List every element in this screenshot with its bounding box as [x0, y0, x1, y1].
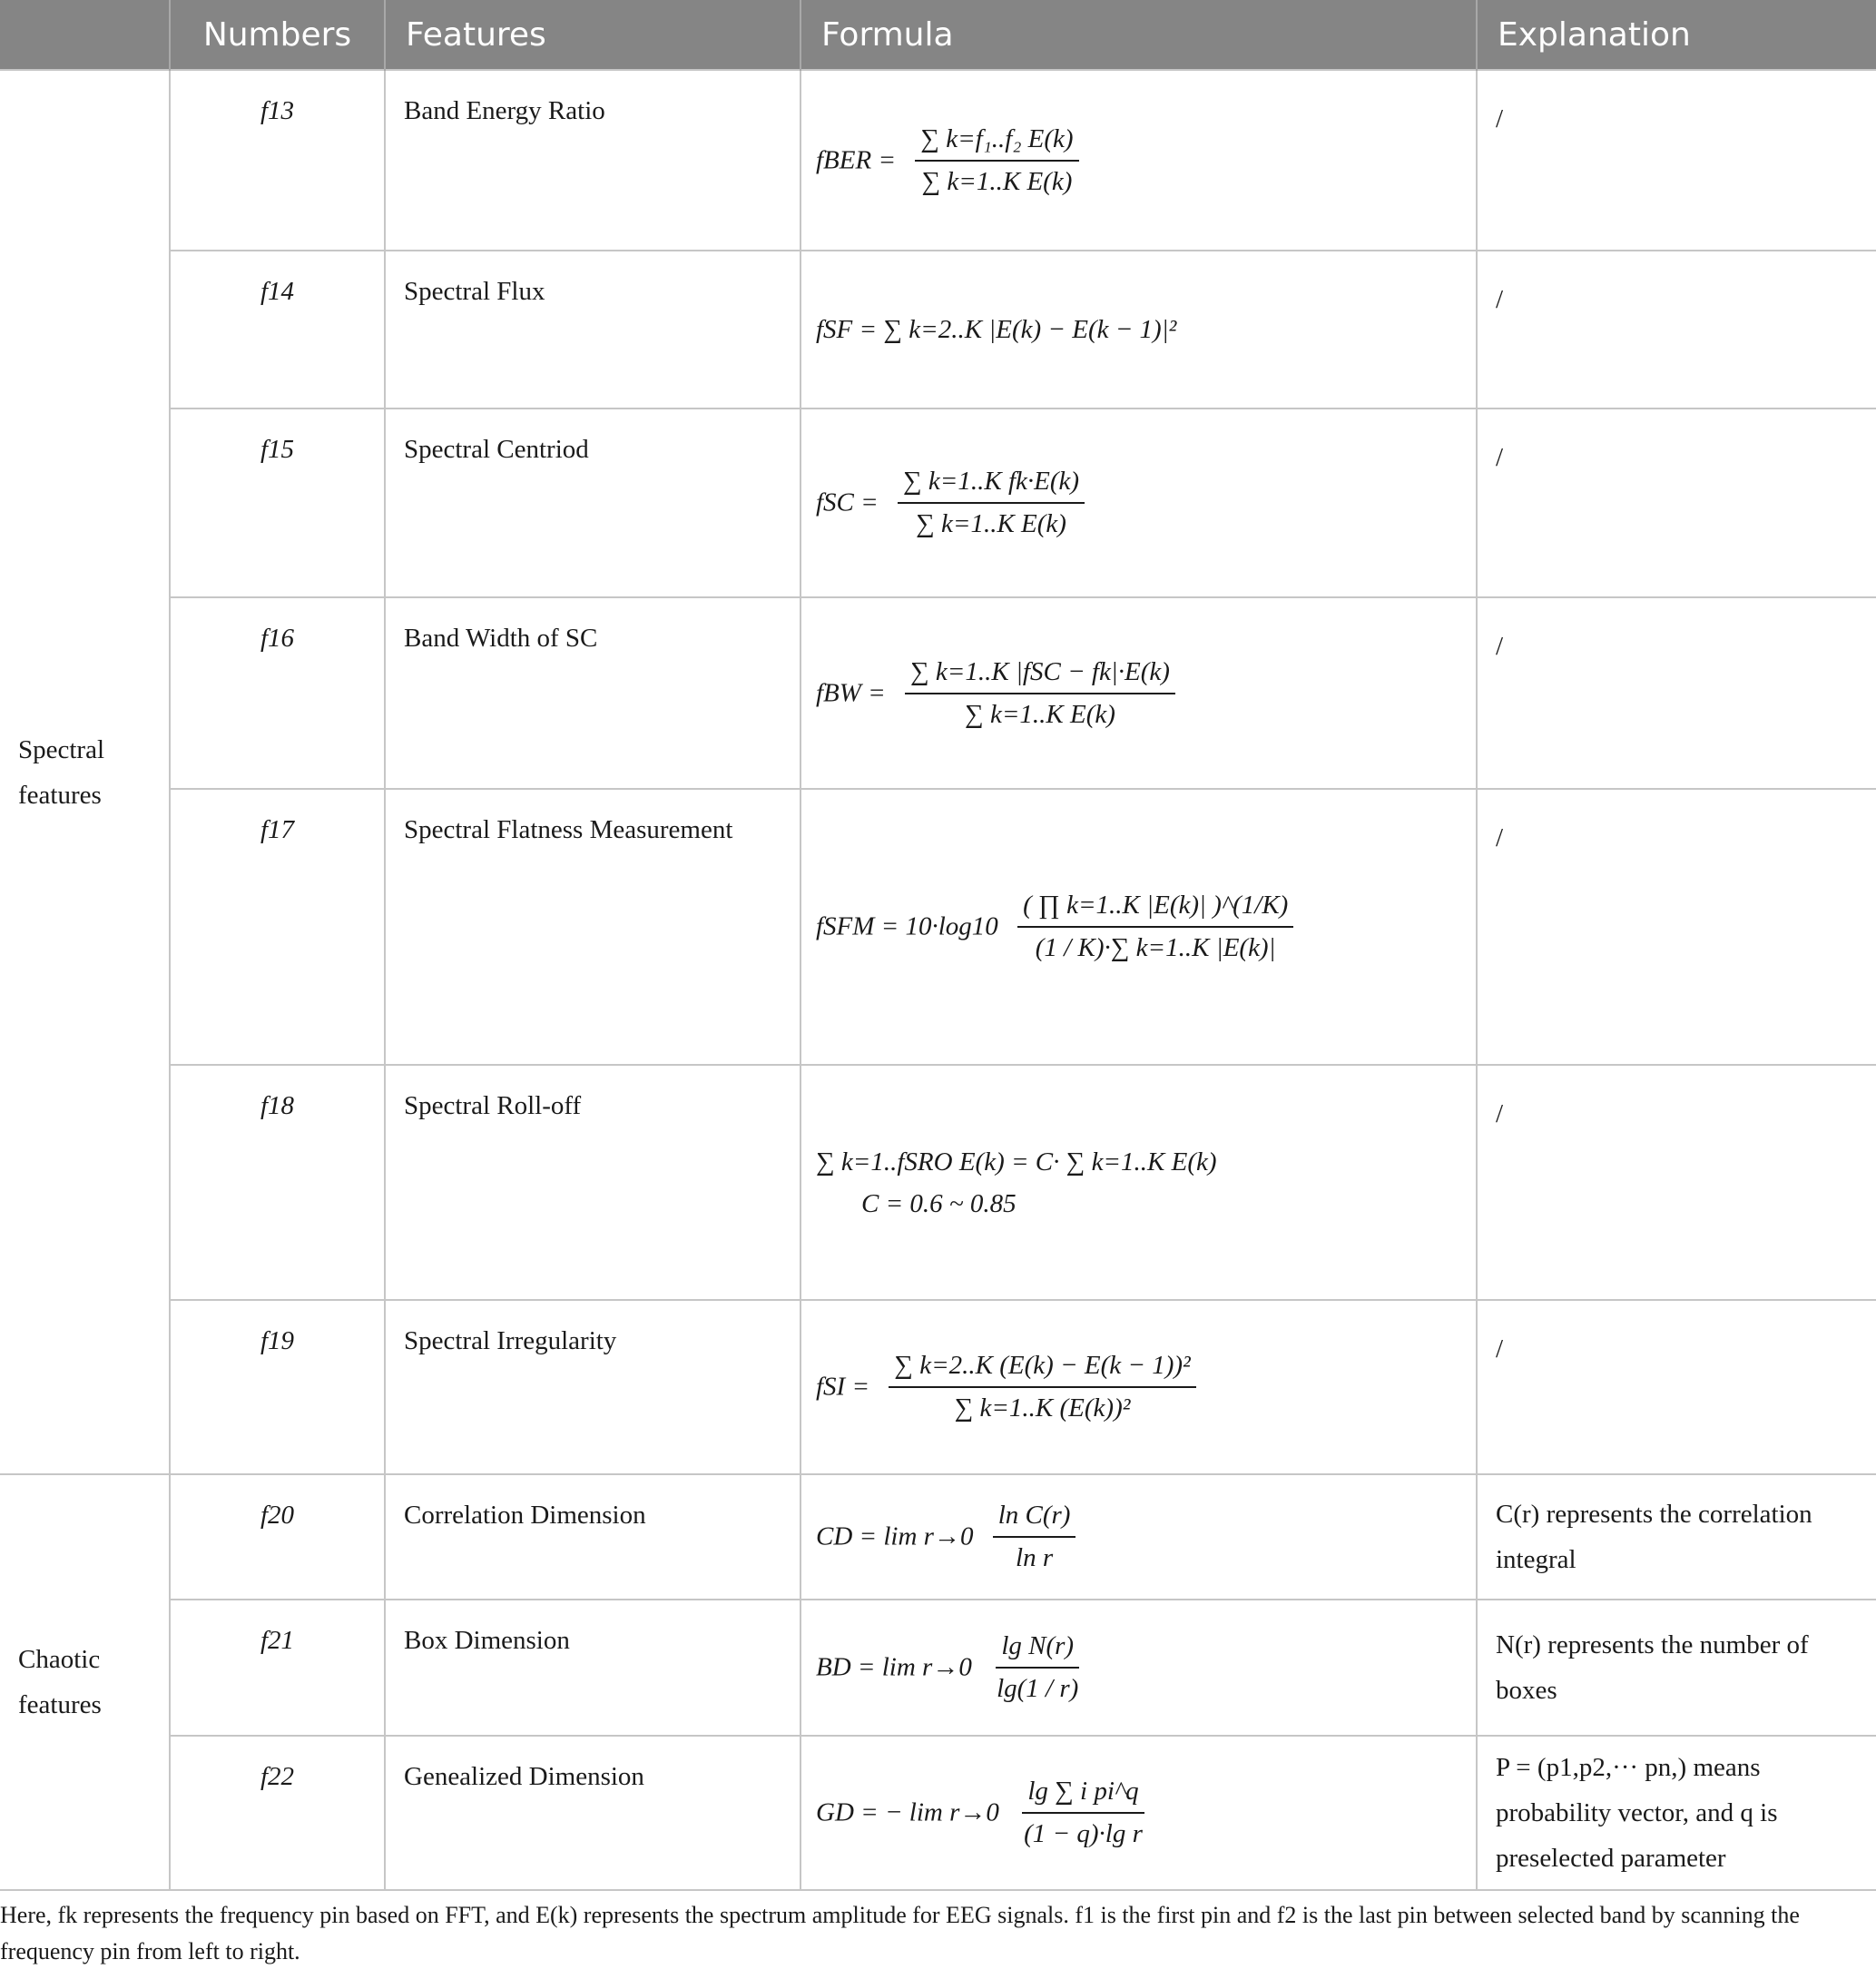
formula-numerator: ln C(r): [993, 1501, 1076, 1538]
row-feature: Spectral Irregularity: [385, 1300, 800, 1474]
row-formula: [800, 597, 1477, 789]
formula-lhs: fSFM = 10·log10: [816, 911, 998, 941]
row-formula: [800, 251, 1477, 409]
formula-numerator: ∑ k=2..K (E(k) − E(k − 1))²: [889, 1351, 1195, 1388]
formula-fraction: [1017, 891, 1293, 963]
row-explanation: /: [1477, 597, 1876, 789]
row-feature: Band Width of SC: [385, 597, 800, 789]
row-explanation: /: [1477, 70, 1876, 251]
formula-text: ∑ k=1..fSRO E(k) = C· ∑ k=1..K E(k): [816, 1147, 1217, 1177]
row-explanation: N(r) represents the number of boxes: [1477, 1600, 1876, 1736]
table-row: [0, 1600, 1876, 1736]
formula-denominator: ln r: [1016, 1543, 1054, 1572]
row-number: f18: [170, 1065, 385, 1300]
row-explanation: P = (p1,p2,··· pn,) means probability vector, and q is preselected parameter: [1477, 1736, 1876, 1890]
formula-fraction: [905, 657, 1175, 730]
formula-denominator: lg(1 / r): [997, 1674, 1079, 1703]
group-chaotic: Chaotic features: [0, 1474, 170, 1890]
formula-constant: C = 0.6 ~ 0.85: [861, 1188, 1017, 1218]
table-row: [0, 70, 1876, 251]
group-spectral: Spectral features: [0, 70, 170, 1474]
table-footnote: Here, fk represents the frequency pin based on FFT, and E(k) represents the spectrum amplitude for EEG signals. f1 is the first pin and f2 is the last pin between selected band by scanning the frequency pin from left to right.: [0, 1902, 1800, 1964]
formula-numerator: lg N(r): [996, 1631, 1079, 1669]
formula-numerator: ∑ k=1..K fk·E(k): [898, 467, 1085, 504]
row-explanation: /: [1477, 789, 1876, 1065]
formula-numerator: ∑ k=f₁..f₂ E(k): [915, 124, 1078, 162]
row-formula: [800, 409, 1477, 597]
table-row: [0, 1474, 1876, 1600]
formula-denominator: ∑ k=1..K (E(k))²: [954, 1393, 1131, 1423]
row-formula: [800, 789, 1477, 1065]
formula-denominator: ∑ k=1..K E(k): [916, 509, 1066, 538]
row-feature: Spectral Roll-off: [385, 1065, 800, 1300]
formula-numerator: ( ∏ k=1..K |E(k)| )^(1/K): [1017, 891, 1293, 928]
formula-lhs: fBW =: [816, 678, 886, 707]
row-formula: [800, 1065, 1477, 1300]
formula-fraction: [915, 124, 1078, 197]
table-row: [0, 789, 1876, 1065]
row-number: f13: [170, 70, 385, 251]
row-feature: Spectral Flatness Measurement: [385, 789, 800, 1065]
table-row: [0, 251, 1876, 409]
row-number: f17: [170, 789, 385, 1065]
row-feature: Band Energy Ratio: [385, 70, 800, 251]
formula-numerator: ∑ k=1..K |fSC − fk|·E(k): [905, 657, 1175, 694]
formula-lhs: BD = lim r→0: [816, 1652, 972, 1682]
formula-numerator: lg ∑ i pi^q: [1022, 1777, 1144, 1814]
formula-lhs: CD = lim r→0: [816, 1521, 974, 1551]
formula-fraction: [993, 1501, 1076, 1573]
row-formula: [800, 1474, 1477, 1600]
header-row: [0, 0, 1876, 70]
row-formula: [800, 1600, 1477, 1736]
row-explanation: /: [1477, 409, 1876, 597]
table-row: [0, 409, 1876, 597]
row-feature: Spectral Centriod: [385, 409, 800, 597]
row-number: f21: [170, 1600, 385, 1736]
row-feature: Box Dimension: [385, 1600, 800, 1736]
row-formula: [800, 1300, 1477, 1474]
table-row: [0, 597, 1876, 789]
formula-lhs: fSC =: [816, 487, 879, 517]
row-feature: Correlation Dimension: [385, 1474, 800, 1600]
formula-fraction: [1018, 1777, 1148, 1849]
formula-fraction: [898, 467, 1085, 539]
table-row: [0, 1065, 1876, 1300]
row-number: f15: [170, 409, 385, 597]
formula-text: fSF = ∑ k=2..K |E(k) − E(k − 1)|²: [816, 315, 1177, 344]
header-numbers: Numbers: [170, 0, 385, 70]
formula-fraction: [889, 1351, 1195, 1423]
formula-denominator: ∑ k=1..K E(k): [965, 699, 1115, 729]
header-formula: Formula: [800, 0, 1477, 70]
formula-lhs: fBER =: [816, 145, 897, 174]
header-features: Features: [385, 0, 800, 70]
formula-lhs: fSI =: [816, 1372, 870, 1402]
formula-denominator: (1 − q)·lg r: [1024, 1819, 1143, 1848]
row-number: f20: [170, 1474, 385, 1600]
row-feature: Spectral Flux: [385, 251, 800, 409]
row-explanation: /: [1477, 1065, 1876, 1300]
table-row: [0, 1300, 1876, 1474]
row-explanation: /: [1477, 1300, 1876, 1474]
header-explanation: Explanation: [1477, 0, 1876, 70]
formula-lhs: GD = − lim r→0: [816, 1797, 999, 1827]
row-explanation: C(r) represents the correlation integral: [1477, 1474, 1876, 1600]
row-feature: Genealized Dimension: [385, 1736, 800, 1890]
row-number: f22: [170, 1736, 385, 1890]
formula-fraction: [991, 1631, 1084, 1704]
formula-denominator: ∑ k=1..K E(k): [921, 166, 1073, 196]
header-category: [0, 0, 170, 70]
row-formula: [800, 1736, 1477, 1890]
table-row: [0, 1736, 1876, 1890]
row-number: f19: [170, 1300, 385, 1474]
row-number: f14: [170, 251, 385, 409]
formula-denominator: (1 / K)·∑ k=1..K |E(k)|: [1035, 933, 1276, 962]
row-explanation: /: [1477, 251, 1876, 409]
row-number: f16: [170, 597, 385, 789]
row-formula: [800, 70, 1477, 251]
